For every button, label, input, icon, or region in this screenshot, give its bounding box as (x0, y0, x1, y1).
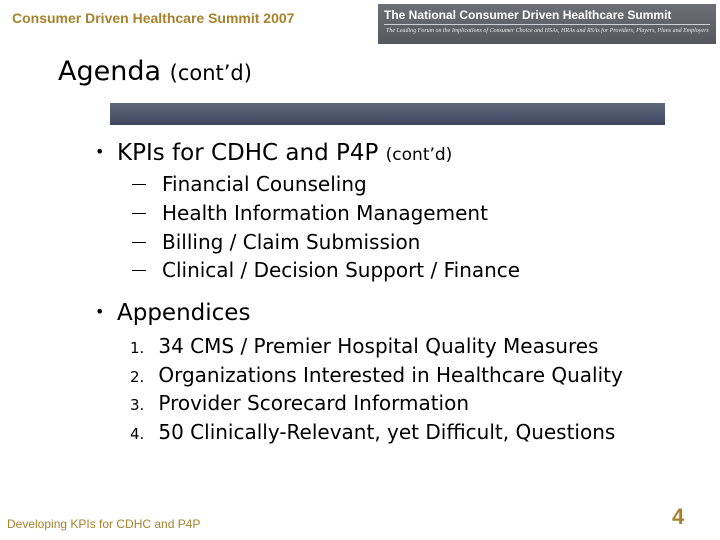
banner-subtitle: The Leading Forum on the Implications of Consumer Choice and HSAs, HRAs and RSAs for Providers, Players, Plans and Employers (386, 28, 709, 34)
list-item (130, 172, 367, 196)
banner-divider (384, 24, 710, 25)
list-item (130, 420, 615, 444)
section-heading-text: KPIs for CDHC and P4P (117, 140, 379, 166)
banner-title: The National Consumer Driven Healthcare Summit (384, 8, 672, 22)
list-item-text: Financial Counseling (162, 172, 367, 196)
list-item (130, 258, 520, 282)
list-item-text: Organizations Interested in Healthcare Quality (158, 363, 623, 387)
list-item (130, 201, 488, 225)
bullet-icon: • (95, 302, 105, 321)
list-item-text: Clinical / Decision Support / Finance (162, 258, 521, 282)
slide-title-suffix: (cont’d) (169, 61, 252, 85)
list-item (130, 230, 420, 254)
list-number: 1. (130, 339, 145, 357)
event-name: Consumer Driven Healthcare Summit 2007 (12, 10, 295, 26)
slide-title-text: Agenda (58, 56, 162, 87)
dash-marker (132, 242, 146, 243)
dash-marker (132, 270, 146, 271)
section-heading-appendices (95, 300, 250, 326)
title-divider-bar (110, 103, 665, 125)
list-item-text: 50 Clinically-Relevant, yet Difficult, Questions (158, 420, 616, 444)
dash-marker (132, 184, 146, 185)
footer-text: Developing KPIs for CDHC and P4P (7, 517, 201, 531)
list-item-text: Provider Scorecard Information (158, 391, 470, 415)
bullet-icon: • (95, 142, 105, 161)
summit-banner (378, 4, 716, 44)
dash-marker (132, 213, 146, 214)
list-number: 2. (130, 368, 145, 386)
list-item (130, 391, 469, 415)
list-item-text: 34 CMS / Premier Hospital Quality Measures (158, 334, 599, 358)
list-number: 4. (130, 425, 145, 443)
section-heading-suffix: (cont’d) (385, 145, 453, 165)
list-number: 3. (130, 396, 145, 414)
list-item (130, 334, 598, 358)
list-item (130, 363, 623, 387)
section-heading-kpis (95, 140, 452, 166)
list-item-text: Health Information Management (162, 201, 488, 225)
slide-title (58, 56, 252, 87)
page-number: 4 (672, 504, 685, 529)
list-item-text: Billing / Claim Submission (162, 230, 421, 254)
section-heading-text: Appendices (117, 300, 251, 326)
